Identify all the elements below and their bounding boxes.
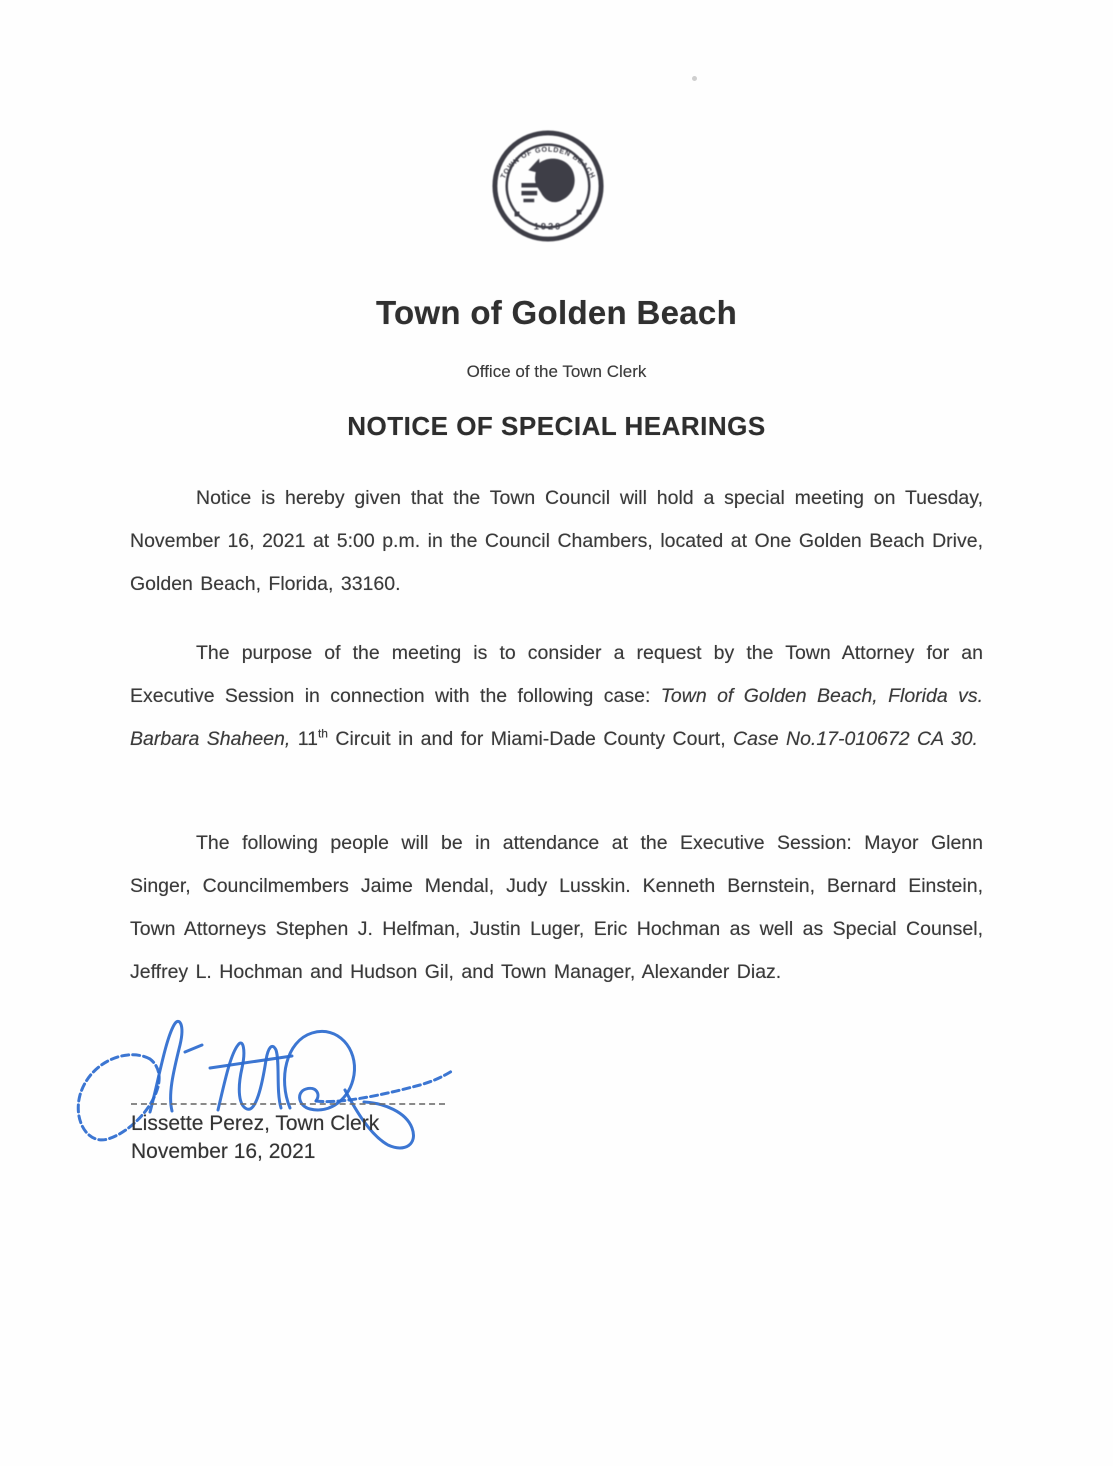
case-number-italic: Case No.17-010672 CA 30.: [733, 728, 978, 750]
ordinal-suffix: th: [317, 726, 328, 741]
signature-date: November 16, 2021: [131, 1140, 316, 1163]
signer-name: Lissette Perez, Town Clerk: [131, 1112, 380, 1135]
seal-year-text: 1929: [533, 221, 563, 232]
notice-heading: NOTICE OF SPECIAL HEARINGS: [347, 411, 766, 441]
seal-emblem-triangle: [528, 158, 540, 173]
case-name-italic: Town of Golden Beach, Florida vs. Barbara Shaheen,: [130, 685, 984, 750]
seal-ring-text: TOWN OF GOLDEN BEACH: [499, 145, 597, 181]
circuit-number: 11: [290, 728, 318, 750]
town-seal: [489, 126, 607, 246]
town-seal-graphic: [489, 126, 607, 246]
purpose-text: The purpose of the meeting is to consider a request by the Town Attorney for an Executive Session in connection with the following case:: [130, 642, 983, 707]
paragraph-meeting-purpose: [130, 632, 983, 761]
signature-ink: [68, 1003, 468, 1163]
office-subtitle: Office of the Town Clerk: [466, 362, 647, 381]
seal-emblem-blob: [535, 159, 575, 203]
paragraph-meeting-notice: Notice is hereby given that the Town Council will hold a special meeting on Tuesday, November 16, 2021 at 5:00 p.m. in the Council Chambers, located at One Golden Beach Drive, Golden Beach, Florida, 33160.: [130, 487, 983, 595]
court-text: Circuit in and for Miami-Dade County Court,: [327, 728, 734, 750]
signature-line: [131, 1103, 445, 1105]
scan-artifact-dot: [692, 76, 697, 81]
paragraph-attendees: The following people will be in attendance at the Executive Session: Mayor Glenn Singer, Councilmembers Jaime Mendal, Judy Lusskin. Kenneth Bernstein, Bernard Einstein, Town Attorneys Stephen J. Helfman, Justin Luger, Eric Hochman as well as Special Counsel, Jeffrey L. Hochman and Hudson Gil, and Town Manager, Alexander Diaz.: [130, 832, 983, 983]
page-title: Town of Golden Beach: [375, 294, 738, 331]
